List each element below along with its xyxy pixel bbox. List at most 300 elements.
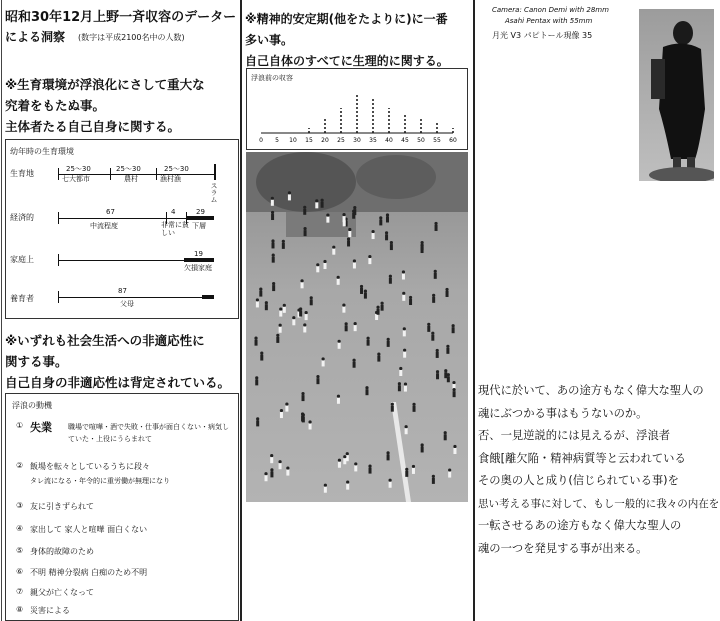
crowd-person xyxy=(324,484,327,487)
crowd-person-body xyxy=(256,420,259,426)
crowd-person xyxy=(352,359,355,362)
vagrant-figure xyxy=(639,9,714,181)
crowd-person xyxy=(386,213,389,216)
crowd-person-body xyxy=(421,446,424,452)
crowd-person xyxy=(444,431,447,434)
crowd-person-body xyxy=(324,263,327,269)
row-label-family: 家庭上 xyxy=(10,255,34,264)
crowd-person-body xyxy=(353,262,356,268)
crowd-person-body xyxy=(279,311,282,317)
crowd-person xyxy=(270,468,273,471)
middle-heading-line3: 自己自体のすべてに生理的に関する。 xyxy=(245,54,449,68)
camera-note: Camera: Canon Demi with 28mm xyxy=(492,6,609,14)
list-item-text: 飯場を転々としているうちに段々 xyxy=(30,462,150,471)
seg-label: 下層 xyxy=(192,222,206,230)
seg-label: 87 xyxy=(118,287,127,295)
crowd-person-body xyxy=(432,297,435,303)
crowd-person xyxy=(288,191,291,194)
crowd-person-body xyxy=(342,307,345,313)
crowd-person xyxy=(278,460,281,463)
essay-line: 思い考える事に対して、もし一般的に我々の内在を xyxy=(478,497,720,510)
crowd-person-body xyxy=(369,468,372,474)
crowd-person-body xyxy=(404,386,407,392)
list-item-text: 親父が亡くなって xyxy=(30,588,94,597)
crowd-person xyxy=(421,443,424,446)
seg-label: 農村 xyxy=(124,175,138,183)
crowd-person xyxy=(444,369,447,372)
crowd-person xyxy=(347,237,350,240)
heading-1-line2: 究着をもたぬ事。 xyxy=(5,98,106,113)
crowd-person-body xyxy=(446,348,449,354)
crowd-person-body xyxy=(276,337,279,343)
crowd-person xyxy=(301,412,304,415)
crowd-person-body xyxy=(348,231,351,237)
crowd-person-body xyxy=(301,415,304,421)
heading-1-line3: 主体者たる自己自身に関する。 xyxy=(5,119,181,134)
list-item-text: 不明 精神分裂病 白痴のため不明 xyxy=(30,568,148,577)
crowd-person xyxy=(299,307,302,310)
crowd-person xyxy=(352,210,355,213)
crowd-person-body xyxy=(255,379,258,385)
crowd-person xyxy=(259,287,262,290)
crowd-person-body xyxy=(337,398,340,404)
age-tick-label: 15 xyxy=(305,137,313,144)
crowd-person xyxy=(436,370,439,373)
crowd-person-body xyxy=(343,216,346,222)
middle-heading-line2: 多い事。 xyxy=(245,33,294,47)
crowd-person-body xyxy=(352,213,355,219)
crowd-person-body xyxy=(409,299,412,305)
crowd-person xyxy=(404,382,407,385)
crowd-person xyxy=(282,240,285,243)
age-tick-label: 5 xyxy=(275,137,279,144)
crowd-person-body xyxy=(431,335,434,341)
crowd-person-body xyxy=(265,304,268,310)
crowd-person xyxy=(338,340,341,343)
crowd-person xyxy=(308,420,311,423)
age-tick-label: 60 xyxy=(449,137,457,144)
seg-label: 29 xyxy=(196,208,205,216)
crowd-person-body xyxy=(310,299,313,305)
essay-line: 否、一見逆説的には見えるが、浮浪者 xyxy=(478,429,671,442)
crowd-person xyxy=(389,479,392,482)
page-title-line2: による洞察 xyxy=(5,30,66,44)
essay-line: その奥の人と成り(信じられている事)を xyxy=(478,474,679,487)
upbringing-chart-title: 幼年時の生育環境 xyxy=(10,147,74,156)
crowd-person-body xyxy=(367,340,370,346)
crowd-person-body xyxy=(259,291,262,297)
crowd-person xyxy=(260,351,263,354)
middle-heading: ※精神的安定期(他をたよりに)に一番 xyxy=(245,12,448,26)
age-tick-label: 45 xyxy=(401,137,409,144)
crowd-person-body xyxy=(316,378,319,384)
crowd-person xyxy=(365,386,368,389)
crowd-person-body xyxy=(288,194,291,200)
crowd-person-body xyxy=(391,406,394,412)
crowd-person-body xyxy=(271,214,274,220)
seg-label: 19 xyxy=(194,250,203,258)
seg-label: 七大都市 xyxy=(62,175,90,183)
seg-label: 4 xyxy=(171,208,176,216)
crowd-person xyxy=(271,211,274,214)
seg-label: 非常に貧しい xyxy=(161,221,189,237)
crowd-person xyxy=(368,464,371,467)
crowd-person-body xyxy=(444,372,447,378)
crowd-person xyxy=(453,445,456,448)
crowd-person-body xyxy=(387,341,390,347)
crowd-person xyxy=(403,349,406,352)
crowd-person-body xyxy=(301,282,304,288)
crowd-person-body xyxy=(282,243,285,249)
list-item-num: ③ xyxy=(16,501,24,510)
crowd-person xyxy=(409,296,412,299)
crowd-person-body xyxy=(389,278,392,284)
crowd-person-body xyxy=(302,395,305,401)
crowd-person-body xyxy=(448,472,451,478)
crowd-person-body xyxy=(343,458,346,464)
list-item-num: ⑦ xyxy=(16,587,24,596)
crowd-person-body xyxy=(315,202,318,208)
heading-2-line2: 関する事。 xyxy=(5,354,68,369)
crowd-person xyxy=(316,375,319,378)
crowd-person-body xyxy=(337,279,340,285)
age-tick-label: 50 xyxy=(417,137,425,144)
crowd-person xyxy=(427,323,430,326)
tick xyxy=(156,168,157,180)
title-note: (数字は平成2100名中の人数) xyxy=(78,33,185,42)
crowd-person xyxy=(270,454,273,457)
list-item-num: ④ xyxy=(16,524,24,533)
crowd-person-body xyxy=(255,340,258,346)
crowd-person xyxy=(448,468,451,471)
age-tick-label: 0 xyxy=(259,137,263,144)
column-divider-right xyxy=(473,0,475,621)
crowd-person xyxy=(316,263,319,266)
seg-label: 中流程度 xyxy=(90,222,118,230)
crowd-person xyxy=(321,199,324,202)
crowd-person xyxy=(354,322,357,325)
crowd-person xyxy=(272,282,275,285)
age-tick-label: 35 xyxy=(369,137,377,144)
crowd-person xyxy=(403,327,406,330)
heading-2: ※いずれも社会生活への非適応性に xyxy=(5,333,205,348)
list-item-num: ⑤ xyxy=(16,546,24,555)
crowd-person-body xyxy=(436,352,439,358)
age-tick-label: 25 xyxy=(337,137,345,144)
page-title: 昭和30年12月上野一斉収容のデーター xyxy=(5,10,237,25)
crowd-person xyxy=(271,197,274,200)
crowd-person-body xyxy=(324,487,327,493)
crowd-person xyxy=(412,403,415,406)
list-item-num: ① xyxy=(16,421,24,430)
crowd-person-body xyxy=(256,301,259,307)
crowd-person-body xyxy=(413,406,416,412)
crowd-person-body xyxy=(381,305,384,311)
row-label-economic: 経済的 xyxy=(10,213,34,222)
crowd-person xyxy=(398,382,401,385)
crowd-person-body xyxy=(402,274,405,280)
crowd-person xyxy=(310,296,313,299)
crowd-person xyxy=(337,276,340,279)
crowd-person xyxy=(364,290,367,293)
age-tick-label: 40 xyxy=(385,137,393,144)
crowd-person-body xyxy=(316,266,319,272)
crowd-person-body xyxy=(453,391,456,397)
crowd-person xyxy=(452,388,455,391)
crowd-person-body xyxy=(435,225,438,231)
age-tick-label: 55 xyxy=(433,137,441,144)
crowd-person-body xyxy=(399,370,402,376)
crowd-person-body xyxy=(303,326,306,332)
crowd-person-body xyxy=(303,209,306,215)
crowd-person-body xyxy=(390,244,393,250)
list-item-num: ⑥ xyxy=(16,567,24,576)
crowd-person-body xyxy=(260,355,263,361)
vagrant-photo xyxy=(639,9,714,181)
essay-line: 魂にぶつかる事はもうないのか。 xyxy=(478,406,648,420)
crowd-person-body xyxy=(360,288,363,294)
seg-label: 25〜30 xyxy=(116,165,141,173)
crowd-person xyxy=(279,307,282,310)
tick xyxy=(214,164,216,180)
bar-economic-fill xyxy=(186,216,214,220)
crowd-person xyxy=(368,255,371,258)
crowd-person-body xyxy=(354,325,357,331)
crowd-person-body xyxy=(309,423,312,429)
list-item-title: 失業 xyxy=(30,421,52,434)
crowd-person-body xyxy=(387,454,390,460)
list-item-num: ⑧ xyxy=(16,605,24,614)
crowd-person xyxy=(445,288,448,291)
age-tick-label: 30 xyxy=(353,137,361,144)
crowd-person-body xyxy=(446,291,449,297)
crowd-person-body xyxy=(326,217,329,223)
crowd-person xyxy=(292,316,295,319)
age-tick-label: 10 xyxy=(289,137,297,144)
seg-label: 漁村漁 xyxy=(160,175,181,183)
crowd-person xyxy=(405,468,408,471)
crowd-person xyxy=(371,230,374,233)
crowd-person xyxy=(377,353,380,356)
crowd-person xyxy=(285,403,288,406)
crowd-photo xyxy=(246,152,468,502)
crowd-person xyxy=(255,376,258,379)
upbringing-chart xyxy=(5,139,239,319)
crowd-person xyxy=(432,294,435,297)
crowd-person xyxy=(326,214,329,217)
crowd-person xyxy=(434,270,437,273)
crowd-person xyxy=(399,367,402,370)
crowd-person xyxy=(264,472,267,475)
crowd-person-body xyxy=(436,373,439,379)
crowd-person-body xyxy=(346,484,349,490)
camera-note-2: Asahi Pentax with 55mm xyxy=(505,17,593,25)
crowd-person-body xyxy=(345,325,348,331)
motive-list xyxy=(5,393,239,621)
crowd-person xyxy=(342,304,345,307)
crowd-person-body xyxy=(272,285,275,291)
crowd-person-body xyxy=(354,465,357,471)
crowd-person xyxy=(353,206,356,209)
crowd-person-body xyxy=(368,258,371,264)
crowd-person-body xyxy=(364,293,367,299)
crowd-person xyxy=(271,239,274,242)
crowd-person xyxy=(345,322,348,325)
crowd-person xyxy=(391,403,394,406)
crowd-person-body xyxy=(283,307,286,313)
crowd-person-body xyxy=(447,376,450,382)
row-label-birthplace: 生育地 xyxy=(10,169,34,178)
seg-label-end: スラム xyxy=(210,182,218,203)
crowd-person-body xyxy=(365,389,368,395)
crowd-person xyxy=(366,337,369,340)
list-item-text: 職場で喧嘩・酒で失敗・仕事が面白くない・病気していた・上役にうらまれて xyxy=(68,423,229,443)
crowd-person xyxy=(436,349,439,352)
crowd-person-body xyxy=(385,234,388,240)
seg-label: 25〜30 xyxy=(66,165,91,173)
crowd-person xyxy=(452,381,455,384)
crowd-person-body xyxy=(375,314,378,320)
crowd-person xyxy=(353,259,356,262)
crowd-person xyxy=(385,231,388,234)
crowd-person xyxy=(303,206,306,209)
crowd-person-body xyxy=(379,219,382,225)
crowd-person xyxy=(452,324,455,327)
crowd-person xyxy=(412,465,415,468)
bar-caretaker-fill xyxy=(202,295,214,299)
crowd-person xyxy=(256,298,259,301)
crowd-person-body xyxy=(398,385,401,391)
essay-line: 食餓[離欠陥・精神病質等と云われている xyxy=(478,451,686,465)
crowd-person xyxy=(346,481,349,484)
age-chart-title: 浮浪前の収容 xyxy=(251,74,293,82)
crowd-person xyxy=(338,459,341,462)
crowd-person-body xyxy=(386,216,389,222)
crowd-person xyxy=(272,254,275,257)
seg-label: 父母 xyxy=(120,300,134,308)
crowd-person-body xyxy=(279,463,282,469)
crowd-person xyxy=(343,455,346,458)
crowd-person-body xyxy=(405,471,408,477)
crowd-person-body xyxy=(402,295,405,301)
crowd-person-body xyxy=(322,360,325,366)
crowd-person xyxy=(279,324,282,327)
crowd-person xyxy=(301,392,304,395)
crowd-person-body xyxy=(321,202,324,208)
crowd-person xyxy=(446,345,449,348)
essay-line: 魂の一つを発見する事が出来る。 xyxy=(478,541,648,555)
essay xyxy=(478,380,720,560)
crowd-person xyxy=(389,275,392,278)
crowd-person-body xyxy=(299,311,302,317)
crowd-person-body xyxy=(377,309,380,315)
crowd-person xyxy=(265,301,268,304)
heading-2-line3: 自己自身の非適応性は背定されている。 xyxy=(5,375,231,390)
crowd-person-body xyxy=(405,428,408,434)
crowd-person-body xyxy=(412,468,415,474)
crowd-person-body xyxy=(338,462,341,468)
crowd-person-body xyxy=(444,434,447,440)
crowd-person xyxy=(379,216,382,219)
crowd-person-body xyxy=(403,330,406,336)
motive-list-title: 浮浪の動機 xyxy=(12,401,52,410)
crowd-person-body xyxy=(272,242,275,248)
bar-family-fill xyxy=(184,258,214,262)
crowd-person xyxy=(386,451,389,454)
crowd-person xyxy=(303,323,306,326)
seg-label: 25〜30 xyxy=(164,165,189,173)
crowd-person xyxy=(315,199,318,202)
age-tick-label: 20 xyxy=(321,137,329,144)
crowd-person xyxy=(387,338,390,341)
crowd-person xyxy=(390,241,393,244)
crowd-person-body xyxy=(280,412,283,418)
crowd-person xyxy=(434,222,437,225)
list-item-text: 家出して 家人と喧嘩 面白くない xyxy=(30,525,148,534)
left-border xyxy=(1,0,2,621)
crowd-person-body xyxy=(270,457,273,463)
crowd-person xyxy=(348,228,351,231)
crowd-person xyxy=(305,311,308,314)
list-item-text2: タレ流になる・年令的に重労働が無理になり xyxy=(30,477,170,485)
crowd-person xyxy=(332,246,335,249)
list-item-text: 友に引きずられて xyxy=(30,502,94,511)
crowd-person xyxy=(337,395,340,398)
crowd-person-body xyxy=(305,314,308,320)
crowd-person-body xyxy=(453,448,456,454)
essay-line: 現代に於いて、あの途方もなく偉大な聖人の xyxy=(478,384,704,397)
crowd-person xyxy=(283,304,286,307)
crowd-person-body xyxy=(285,406,288,412)
crowd-person-body xyxy=(338,343,341,349)
age-chart xyxy=(246,68,468,150)
crowd-person xyxy=(380,302,383,305)
crowd-person-body xyxy=(292,319,295,325)
tick xyxy=(58,168,59,180)
crowd-person-body xyxy=(270,471,273,477)
crowd-photo-graphic xyxy=(246,152,468,502)
crowd-person-body xyxy=(389,482,392,488)
camera-caption: 月光 V3 パピトール現像 35 xyxy=(492,31,593,40)
crowd-person-body xyxy=(421,247,424,253)
list-item-num: ② xyxy=(16,461,24,470)
crowd-person-body xyxy=(332,249,335,255)
tick xyxy=(110,168,111,180)
crowd-person-body xyxy=(372,233,375,239)
crowd-person xyxy=(376,306,379,309)
crowd-person-body xyxy=(272,257,275,263)
crowd-person xyxy=(402,292,405,295)
crowd-person xyxy=(354,462,357,465)
crowd-person xyxy=(286,466,289,469)
crowd-person xyxy=(360,285,363,288)
crowd-person xyxy=(256,417,259,420)
crowd-person-body xyxy=(304,230,307,236)
tick xyxy=(58,291,59,303)
crowd-person-body xyxy=(434,273,437,279)
crowd-person-body xyxy=(427,326,430,332)
row-label-caretaker: 養育者 xyxy=(10,294,34,303)
crowd-person xyxy=(300,279,303,282)
crowd-person xyxy=(421,241,424,244)
crowd-person xyxy=(276,334,279,337)
crowd-person-body xyxy=(403,352,406,358)
crowd-person xyxy=(280,409,283,412)
column-divider-left xyxy=(240,0,242,621)
list-item-text: 災害による xyxy=(30,606,70,615)
crowd-person xyxy=(346,452,349,455)
heading-1: ※生育環境が浮浪化にさして重大な xyxy=(5,77,205,92)
